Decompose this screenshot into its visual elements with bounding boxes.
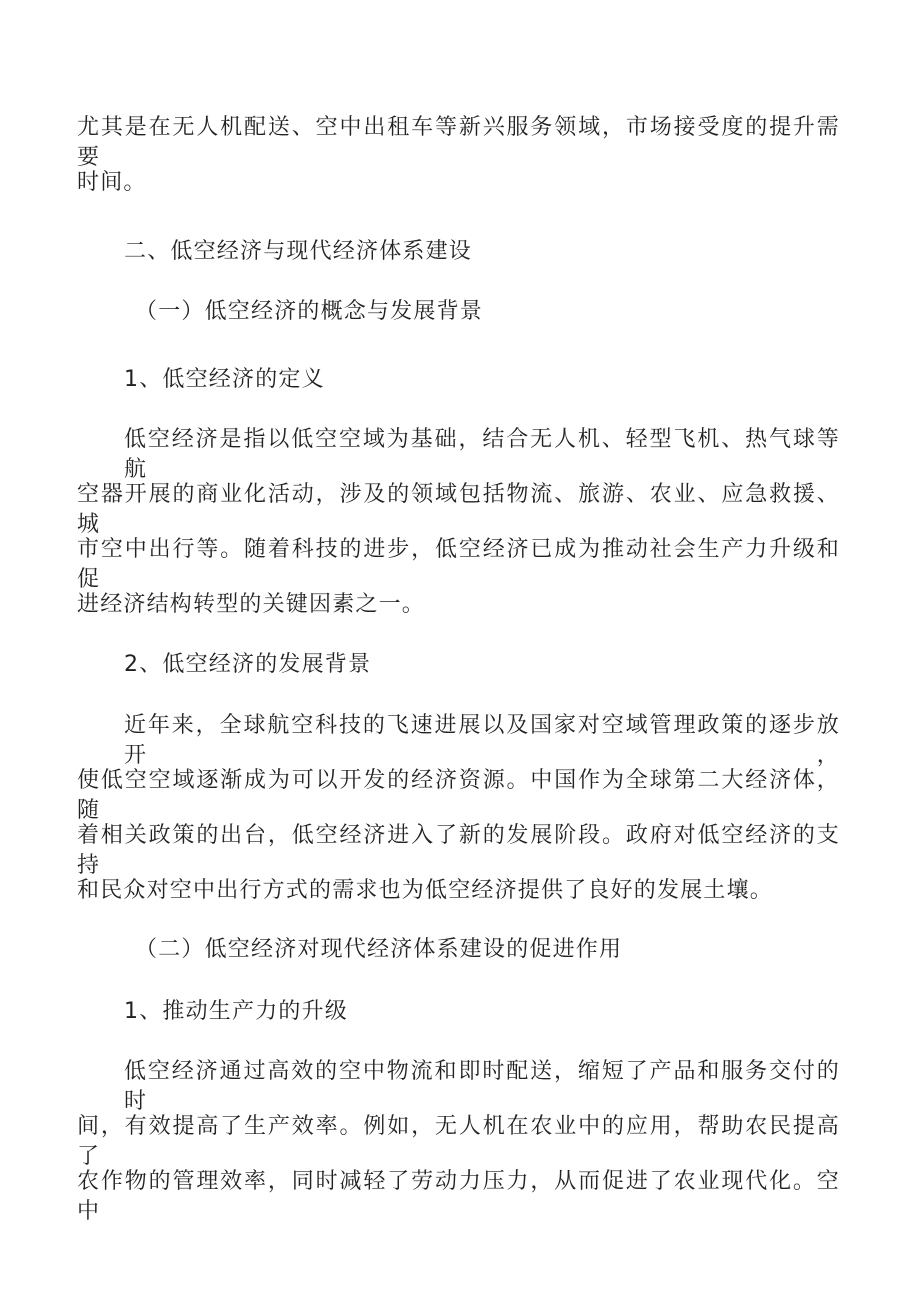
paragraph-line: 低空经济通过高效的空中物流和即时配送，缩短了产品和服务交付的时	[124, 1059, 840, 1114]
paragraph-line: 尤其是在无人机配送、空中出租车等新兴服务领域，市场接受度的提升需要	[77, 115, 840, 170]
paragraph-line: 着相关政策的出台，低空经济进入了新的发展阶段。政府对低空经济的支持	[77, 823, 840, 878]
item-heading: 2、低空经济的发展背景	[124, 652, 372, 677]
item-heading: 1、低空经济的定义	[124, 367, 325, 392]
paragraph-line: 使低空空域逐渐成为可以开发的经济资源。中国作为全球第二大经济体，随	[77, 768, 840, 823]
paragraph-line: 进经济结构转型的关键因素之一。	[77, 592, 426, 617]
paragraph-line: 近年来，全球航空科技的飞速进展以及国家对空域管理政策的逐步放开，	[124, 713, 840, 768]
paragraph-line: 市空中出行等。随着科技的进步，低空经济已成为推动社会生产力升级和促	[77, 537, 840, 592]
paragraph-line: 间，有效提高了生产效率。例如，无人机在农业中的应用，帮助农民提高了	[77, 1114, 840, 1169]
section-heading: 二、低空经济与现代经济体系建设	[124, 239, 473, 264]
subsection-heading: （二）低空经济对现代经济体系建设的促进作用	[135, 937, 623, 962]
paragraph-line: 和民众对空中出行方式的需求也为低空经济提供了良好的发展土壤。	[77, 878, 774, 903]
subsection-heading: （一）低空经济的概念与发展背景	[135, 299, 484, 324]
paragraph-line: 时间。	[77, 170, 147, 195]
paragraph-line: 农作物的管理效率，同时减轻了劳动力压力，从而促进了农业现代化。空中	[77, 1169, 840, 1224]
paragraph-line: 低空经济是指以低空空域为基础，结合无人机、轻型飞机、热气球等航	[124, 427, 840, 482]
paragraph-line: 空器开展的商业化活动，涉及的领域包括物流、旅游、农业、应急救援、城	[77, 482, 840, 537]
item-heading: 1、推动生产力的升级	[124, 999, 348, 1024]
